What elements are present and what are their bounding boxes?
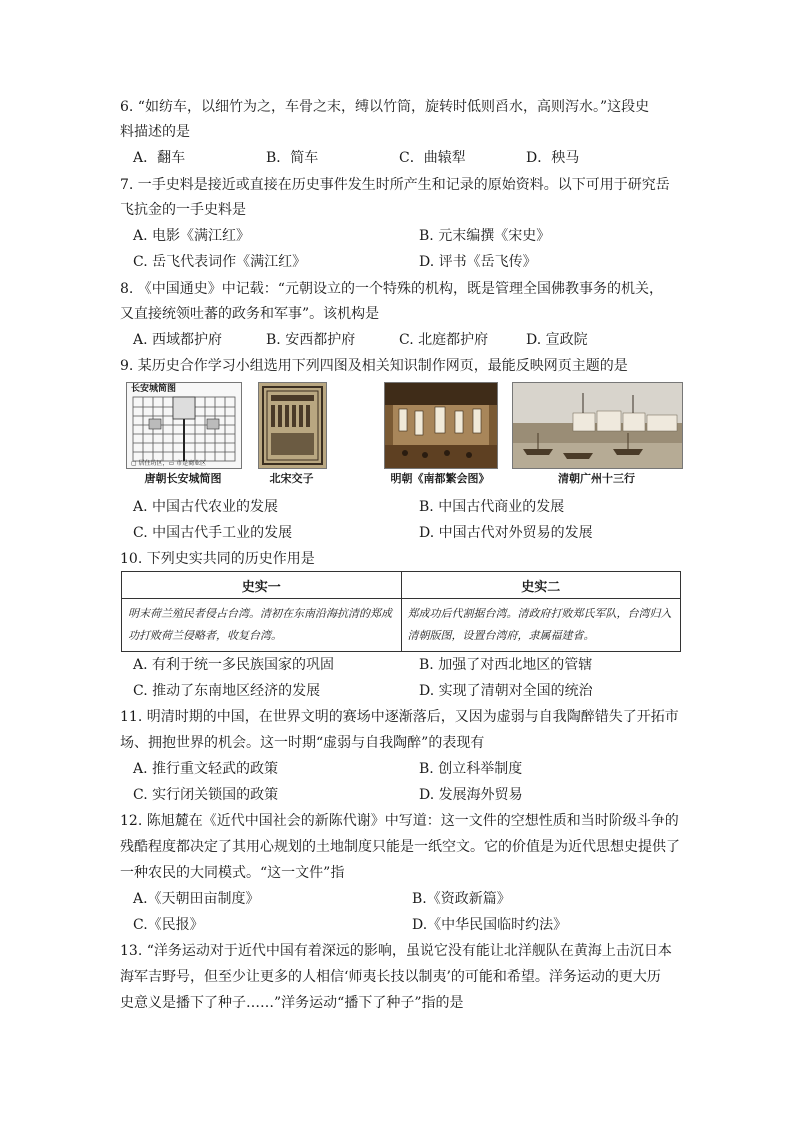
q11-stem-line2: 场、拥抱世界的机会。这一时期“虚弱与自我陶醉”的表现有 xyxy=(120,735,485,751)
q12-stem-line3: 一种农民的大同模式。“这一文件”指 xyxy=(120,865,345,881)
q11-option-a: A. 推行重文轻武的政策 xyxy=(133,761,279,777)
q7-option-c: C. 岳飞代表词作《满江红》 xyxy=(133,254,307,270)
q7-stem-line1: 7. 一手史料是接近或直接在历史事件发生时所产生和记录的原始资料。以下可用于研究岳 xyxy=(120,177,670,193)
changan-map-image xyxy=(126,382,242,469)
q12-option-c: C.《民报》 xyxy=(133,917,204,933)
q6-stem-line1: 6. “如纺车，以细竹为之，车骨之末，缚以竹筒，旋转时低则舀水，高则泻水。”这段史 xyxy=(120,99,650,115)
q12-stem-line2: 残酷程度都决定了其用心规划的土地制度只能是一纸空文。它的价值是为近代思想史提供了 xyxy=(120,839,680,855)
table-header-fact-2: 史实二 xyxy=(401,572,681,599)
q7-option-a: A. 电影《满江红》 xyxy=(133,228,251,244)
q8-option-d: D. 宣政院 xyxy=(526,332,588,348)
q10-option-d: D. 实现了清朝对全国的统治 xyxy=(419,683,593,699)
q11-option-c: C. 实行闭关锁国的政策 xyxy=(133,787,279,803)
q6-option-b: B．简车 xyxy=(266,150,319,166)
q7-option-b: B. 元末编撰《宋史》 xyxy=(419,228,551,244)
q11-option-d: D. 发展海外贸易 xyxy=(419,787,523,803)
nandu-painting-image xyxy=(384,382,498,469)
historical-facts-table xyxy=(121,571,681,652)
table-cell-fact-1: 明末荷兰殖民者侵占台湾。清初在东南沿海抗清的郑成功打败荷兰侵略者，收复台湾。 xyxy=(122,599,402,652)
caption-changan-map: 唐朝长安城简图 xyxy=(144,472,222,485)
q8-option-b: B. 安西都护府 xyxy=(266,332,356,348)
q9-option-b: B. 中国古代商业的发展 xyxy=(419,499,565,515)
q12-option-d: D.《中华民国临时约法》 xyxy=(412,917,568,933)
caption-thirteen-factories: 清朝广州十三行 xyxy=(558,472,635,485)
table-cell-fact-2: 郑成功后代割据台湾。清政府打败郑氏军队，台湾归入清朝版图，设置台湾府，隶属福建省。 xyxy=(401,599,681,652)
q12-option-a: A.《天朝田亩制度》 xyxy=(133,891,260,907)
q10-option-a: A. 有利于统一多民族国家的巩固 xyxy=(133,657,335,673)
q7-stem-line2: 飞抗金的一手史料是 xyxy=(120,202,246,218)
q8-stem-line1: 8. 《中国通史》中记载：“元朝设立的一个特殊的机构，既是管理全国佛教事务的机关， xyxy=(120,281,663,297)
jiaozi-image xyxy=(258,382,327,469)
q12-option-b: B.《资政新篇》 xyxy=(412,891,511,907)
q8-stem-line2: 又直接统领吐蕃的政务和军事”。该机构是 xyxy=(120,306,380,322)
caption-nandu-painting: 明朝《南都繁会图》 xyxy=(390,472,490,485)
q6-stem-line2: 料描述的是 xyxy=(120,124,190,140)
q13-stem-line1: 13. “洋务运动对于近代中国有着深远的影响，虽说它没有能让北洋舰队在黄海上击沉日本 xyxy=(120,943,672,959)
q9-option-c: C. 中国古代手工业的发展 xyxy=(133,525,293,541)
q8-option-c: C. 北庭都护府 xyxy=(399,332,489,348)
q8-option-a: A. 西域都护府 xyxy=(133,332,223,348)
q6-option-a: A．翻车 xyxy=(133,150,186,166)
thirteen-factories-image xyxy=(512,382,683,469)
q10-option-b: B. 加强了对西北地区的管辖 xyxy=(419,657,593,673)
q13-stem-line3: 史意义是播下了种子……”洋务运动“播下了种子”指的是 xyxy=(120,995,464,1011)
q6-option-d: D．秧马 xyxy=(526,150,580,166)
q9-stem: 9. 某历史合作学习小组选用下列四图及相关知识制作网页，最能反映网页主题的是 xyxy=(120,358,628,374)
q9-option-a: A. 中国古代农业的发展 xyxy=(133,499,279,515)
table-header-fact-1: 史实一 xyxy=(122,572,402,599)
map-title: 长安城简图 xyxy=(131,384,177,394)
q7-option-d: D. 评书《岳飞传》 xyxy=(419,254,537,270)
q10-stem: 10. 下列史实共同的历史作用是 xyxy=(120,551,315,567)
caption-jiaozi: 北宋交子 xyxy=(269,472,314,485)
q10-option-c: C. 推动了东南地区经济的发展 xyxy=(133,683,321,699)
map-legend: ▢ 居住坊区，▭ 市是商业区 xyxy=(131,460,207,467)
q12-stem-line1: 12. 陈旭麓在《近代中国社会的新陈代谢》中写道：这一文件的空想性质和当时阶级斗争的 xyxy=(120,813,679,829)
q11-option-b: B. 创立科举制度 xyxy=(419,761,523,777)
q11-stem-line1: 11. 明清时期的中国，在世界文明的赛场中逐渐落后，又因为虚弱与自我陶醉错失了开拓市 xyxy=(120,709,679,725)
q6-option-c: C．曲辕犁 xyxy=(399,150,466,166)
q9-option-d: D. 中国古代对外贸易的发展 xyxy=(419,525,593,541)
q13-stem-line2: 海军吉野号，但至少让更多的人相信‘师夷长技以制夷’的可能和希望。洋务运动的更大历 xyxy=(120,969,661,985)
